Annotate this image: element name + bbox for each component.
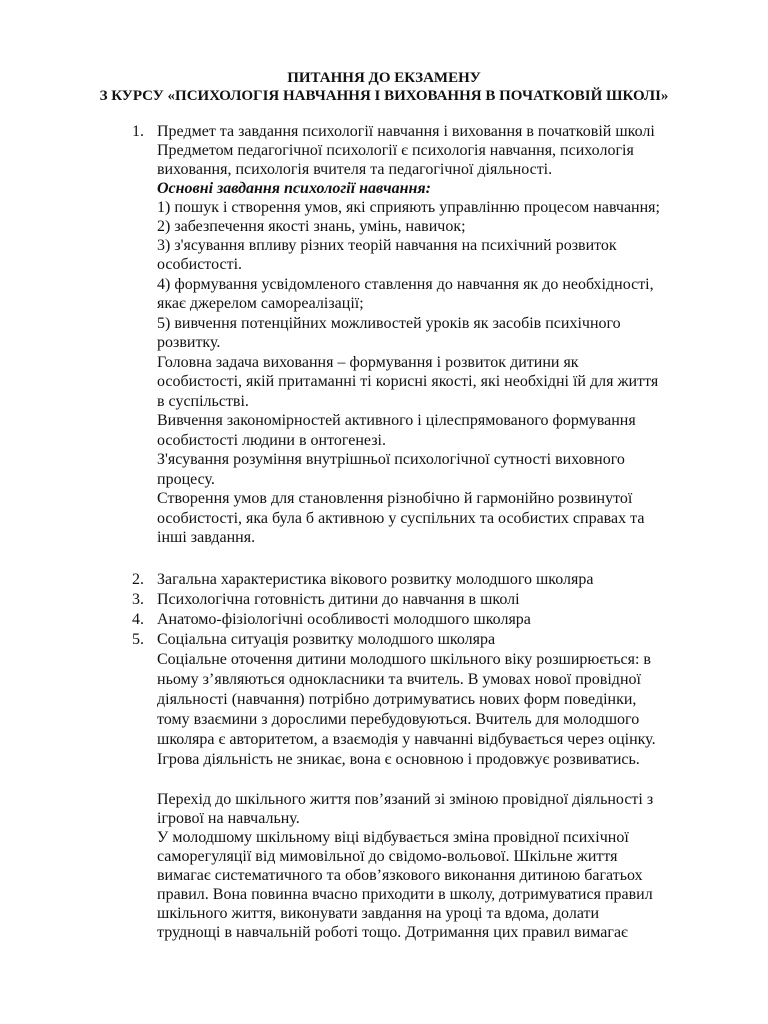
- q1-subject-line: виховання, психологія вчителя та педагогічної діяльності.: [157, 161, 553, 178]
- q1-upbringing-line: в суспільстві.: [157, 393, 249, 410]
- q1-task-line: розвитку.: [157, 334, 221, 351]
- q1-tasks-heading: Основні завдання психології навчання:: [157, 180, 431, 197]
- q1-upbringing-line: Вивчення закономірностей активного і цілеспрямованого формування: [157, 412, 636, 429]
- q5-para2-line: правил. Вона повинна вчасно приходити в школу, дотримуватися правил: [157, 886, 653, 903]
- document-subtitle: З КУРСУ «ПСИХОЛОГІЯ НАВЧАННЯ І ВИХОВАННЯ В ПОЧАТКОВІЙ ШКОЛІ»: [99, 88, 669, 104]
- list-number-2: 2.: [132, 571, 144, 588]
- q5-para1-line: діяльності (навчання) потрібно дотримуватись нових форм поведінки,: [157, 691, 637, 708]
- q1-task-line: особистості.: [157, 256, 243, 273]
- q1-upbringing-line: процесу.: [157, 471, 215, 488]
- q1-task-line: 4) формування усвідомленого ставлення до навчання як до необхідності,: [157, 276, 654, 293]
- list-number-5: 5.: [132, 631, 144, 648]
- q1-task-line: 1) пошук і створення умов, які сприяють управлінню процесом навчання;: [157, 199, 660, 216]
- q5-para2-line: шкільного життя, виконувати завдання на уроці та вдома, долати: [157, 905, 600, 922]
- q1-upbringing-line: особистості, якій притаманні ті корисні якості, які необхідні їй для життя: [157, 373, 659, 390]
- q5-para1-line: тому взаємини з дорослими перебудовуються. Вчитель для молодшого: [157, 711, 640, 728]
- question-4-title: Анатомо-фізіологічні особливості молодшого школяра: [157, 611, 531, 628]
- q1-task-line: якає джерелом самореалізації;: [157, 295, 364, 312]
- q5-para2-line: саморегуляції від мимовільної до свідомо-вольової. Шкільне життя: [157, 848, 618, 865]
- q1-subject-line: Предметом педагогічної психології є психологія навчання, психологія: [157, 142, 634, 159]
- q1-upbringing-line: особистості, яка була б активною у суспільних та особистих справах та: [157, 510, 645, 527]
- q5-para2-line: Перехід до шкільного життя пов’язаний зі зміною провідної діяльності з: [157, 791, 654, 808]
- q5-para2-line: труднощі в навчальній роботі тощо. Дотримання цих правил вимагає: [157, 924, 628, 941]
- q5-para1-line: Соціальне оточення дитини молодшого шкільного віку розширюється: в: [157, 651, 651, 668]
- q5-para2-line: ігрової на навчальну.: [157, 810, 300, 827]
- q1-task-line: 5) вивчення потенційних можливостей уроків як засобів психічного: [157, 315, 621, 332]
- q1-upbringing-line: Головна задача виховання – формування і розвиток дитини як: [157, 354, 579, 371]
- question-3-title: Психологічна готовність дитини до навчання в школі: [157, 591, 520, 608]
- q1-upbringing-line: інші завдання.: [157, 529, 256, 546]
- q1-task-line: 3) з'ясування впливу різних теорій навчання на психічний розвиток: [157, 237, 617, 254]
- list-number-1: 1.: [132, 123, 144, 140]
- document-title: ПИТАННЯ ДО ЕКЗАМЕНУ: [287, 70, 481, 86]
- q5-para2-line: У молодшому шкільному віці відбувається зміна провідної психічної: [157, 829, 629, 846]
- question-2-title: Загальна характеристика вікового розвитку молодшого школяра: [157, 571, 594, 588]
- q5-para1-line: Ігрова діяльність не зникає, вона є основною і продовжує розвиватись.: [157, 751, 640, 768]
- q5-para1-line: ньому з’являються однокласники та вчитель. В умовах нової провідної: [157, 671, 641, 688]
- q5-para1-line: школяра є авторитетом, а взаємодія у навчанні відбувається через оцінку.: [157, 731, 656, 748]
- list-number-4: 4.: [132, 611, 144, 628]
- question-5-title: Соціальна ситуація розвитку молодшого школяра: [157, 631, 496, 648]
- q1-upbringing-line: З'ясування розуміння внутрішньої психологічної сутності виховного: [157, 451, 625, 468]
- q1-task-line: 2) забезпечення якості знань, умінь, навичок;: [157, 218, 466, 235]
- q1-upbringing-line: особистості людини в онтогенезі.: [157, 432, 386, 449]
- q5-para2-line: вимагає систематичного та обов’язкового виконання дитиною багатьох: [157, 867, 643, 884]
- q1-upbringing-line: Створення умов для становлення різнобічно й гармонійно розвинутої: [157, 490, 633, 507]
- question-1-title: Предмет та завдання психології навчання і виховання в початковій школі: [157, 123, 655, 140]
- list-number-3: 3.: [132, 591, 144, 608]
